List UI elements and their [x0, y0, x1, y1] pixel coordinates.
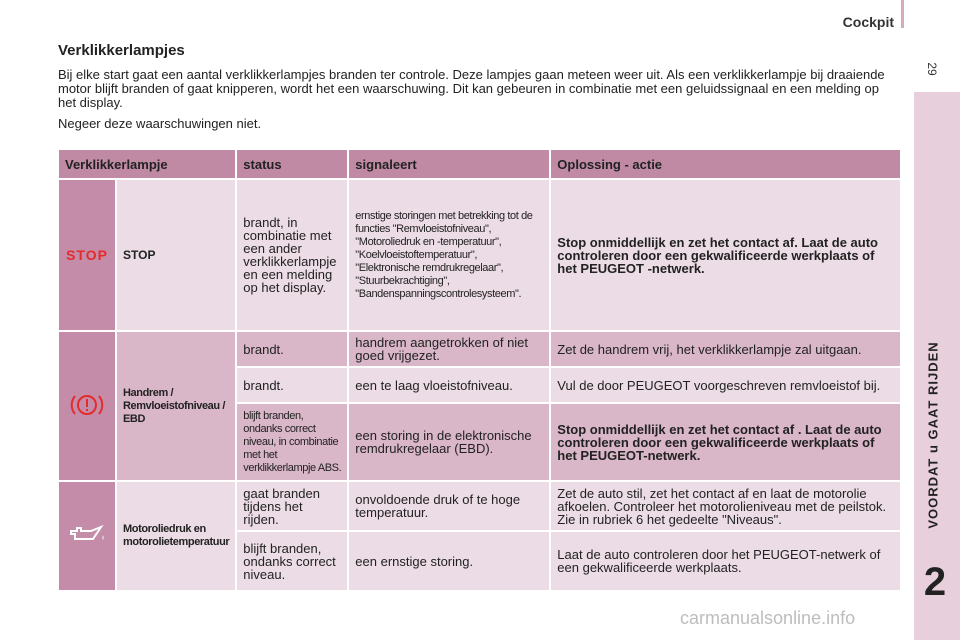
signal-oil-2: een ernstige storing.	[349, 532, 549, 590]
lamp-name-brake: Handrem / Remvloeistofniveau / EBD	[117, 332, 235, 480]
oil-icon-cell	[59, 482, 115, 590]
status-oil-1: gaat branden tijdens het rijden.	[237, 482, 347, 530]
table-row-stop	[59, 180, 900, 330]
lamp-name-stop: STOP	[117, 180, 235, 330]
section-title: Verklikkerlampjes	[58, 42, 185, 59]
col-header-status: status	[237, 150, 347, 178]
signal-oil-1: onvoldoende druk of te hoge temperatuur.	[349, 482, 549, 530]
lamp-name-oil: Motoroliedruk en motorolietemperatuur	[117, 482, 235, 590]
chapter-number: 2	[923, 560, 947, 604]
table-header-row	[59, 150, 900, 178]
brake-icon-cell	[59, 332, 115, 480]
brake-warning-icon	[70, 390, 104, 420]
signal-brake-1: handrem aangetrokken of niet goed vrijgezet.	[349, 332, 549, 366]
signal-stop: ernstige storingen met betrekking tot de functies "Remvloeistofniveau", "Motoroliedruk en -temperatuur", "Koelvloeistoftemperatuur", "Elektronische remdrukregelaar", "Stuurbekrachtiging", "Bandenspanningscontrolesysteem".	[349, 180, 549, 330]
signal-brake-2: een te laag vloeistofniveau.	[349, 368, 549, 402]
status-oil-2: blijft branden, ondanks correct niveau.	[237, 532, 347, 590]
table-row-oil-1	[59, 482, 900, 530]
header-accent-bar	[901, 0, 904, 28]
status-brake-1: brandt.	[237, 332, 347, 366]
page-header-title: Cockpit	[842, 14, 894, 30]
signal-brake-3: een storing in de elektronische remdrukregelaar (EBD).	[349, 404, 549, 480]
col-header-signal: signaleert	[349, 150, 549, 178]
table-row-brake-1	[59, 332, 900, 366]
action-brake-3: Stop onmiddellijk en zet het contact af . Laat de auto controleren door een gekwalificeerde werkplaats of het PEUGEOT-netwerk.	[551, 404, 900, 480]
intro-note: Negeer deze waarschuwingen niet.	[58, 116, 262, 131]
action-brake-1: Zet de handrem vrij, het verklikkerlampje zal uitgaan.	[551, 332, 900, 366]
status-brake-2: brandt.	[237, 368, 347, 402]
stop-icon: STOP	[66, 246, 108, 263]
col-header-action: Oplossing - actie	[551, 150, 900, 178]
oil-pressure-icon	[67, 523, 107, 547]
action-oil-1: Zet de auto stil, zet het contact af en laat de motorolie afkoelen. Controleer het motorolieniveau met de peilstok. Zie in rubriek 6 het gedeelte "Niveaus".	[551, 482, 900, 530]
watermark: carmanualsonline.info	[680, 608, 856, 628]
status-stop: brandt, in combinatie met een ander verklikkerlampje en een melding op het display.	[237, 180, 347, 330]
chapter-label-text: VOORDAT u GAAT RIJDEN	[925, 341, 941, 529]
intro-text	[58, 68, 898, 138]
col-header-lamp: Verklikkerlampje	[59, 150, 235, 178]
status-brake-3: blijft branden, ondanks correct niveau, in combinatie met het verklikkerlampje ABS.	[237, 404, 347, 480]
chapter-label	[918, 320, 948, 550]
intro-paragraph: Bij elke start gaat een aantal verklikkerlampjes branden ter controle. Deze lampjes gaan meteen weer uit. Als een verklikkerlampje bij draaiende motor blijft branden of gaat knipperen, wordt het een waarschuwing. Dit kan gebeuren in combinatie met een geluidssignaal en een melding op het display.	[58, 67, 885, 110]
action-brake-2: Vul de door PEUGEOT voorgeschreven remvloeistof bij.	[551, 368, 900, 402]
action-stop: Stop onmiddellijk en zet het contact af. Laat de auto controleren door een gekwalificeerde werkplaats of het PEUGEOT -netwerk.	[551, 180, 900, 330]
warning-lights-table	[57, 148, 902, 592]
page-number: 29	[925, 62, 939, 76]
stop-icon-cell	[59, 180, 115, 330]
action-oil-2: Laat de auto controleren door het PEUGEOT-netwerk of een gekwalificeerde werkplaats.	[551, 532, 900, 590]
